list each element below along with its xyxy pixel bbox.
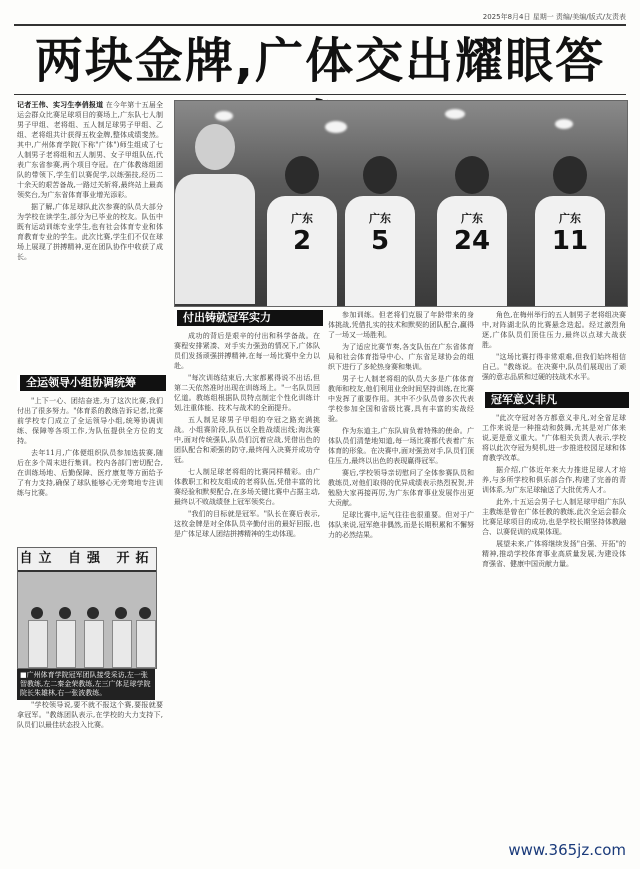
col1c-paragraph: "学校领导说,要不就不报这个赛,要报就要拿冠军。"教练团队表示,在学校的大力支持下,队员们以最佳状态投入比赛。	[17, 701, 163, 729]
arena-light	[445, 109, 465, 119]
col3-paragraph: 男子七人制老将组的队员大多是广体体育教师和校友,他们利用业余时间坚持训练,在比赛中发挥了重要作用。其中不少队员曾多次代表学校参加全国和省级比赛,具有丰富的实战经验。	[328, 375, 474, 423]
jersey-number: 2	[292, 226, 312, 256]
col2-paragraph: "我们的目标就是冠军。"队长在赛后表示,这枚金牌是对全体队员辛勤付出的最好回报,也是广体足球人团结拼搏精神的生动体现。	[174, 510, 320, 538]
col2-paragraph: 成功的背后是艰辛的付出和科学备战。在赛程安排紧凑、对手实力强劲的情况下,广体队员们发扬顽强拼搏精神,在每一场比赛中全力以赴。	[174, 332, 320, 370]
section-heading-effort: 付出铸就冠军实力	[174, 310, 323, 326]
col4b-paragraph: 据介绍,广体近年来大力推进足球人才培养,与多所学校和俱乐部合作,构建了完善的青训体系,为广东足球输送了大批优秀人才。	[482, 466, 626, 494]
person-figure	[28, 607, 46, 668]
column-3	[328, 310, 474, 855]
col1-paragraph: 在今年第十五届全运会群众比赛足球项目的赛场上,广东队七人制男子甲组、老将组、五人制足球男子甲组、乙组、老将组共计获得五枚金牌,整体成绩斐然。其中,广州体育学院(下称"广体")师生组成了七人制男子老将组和五人制男、女子甲组队伍,代表广东省参赛,两个项目夺冠。在广体教练组团队的带领下,学生们以赛促学,以练强技,经历二十余天的艰苦备战,一路过关斩将,最终站上最高领奖台,为广东省体育事业增光添彩。	[17, 101, 163, 199]
person-figure	[136, 607, 154, 668]
player-figure	[267, 156, 337, 306]
col3-paragraph: 参加训练。但老将们克服了年龄带来的身体挑战,凭借扎实的技术和默契的团队配合,赢得了一场又一场胜利。	[328, 311, 474, 339]
col3-paragraph: 为了适应比赛节奏,各支队伍在广东省体育局和社会体育指导中心、广东省足球协会的组织下进行了多轮热身赛和集训。	[328, 343, 474, 371]
team-celebration-photo	[174, 100, 628, 307]
headline-rule	[14, 94, 626, 95]
col2-paragraph: "每次训练结束后,大家都累得说不出话,但第二天依然准时出现在训练场上。"一名队员回忆道。教练组根据队员特点制定个性化训练计划,注重体能、技术与战术的全面提升。	[174, 374, 320, 412]
column-4b	[482, 413, 626, 843]
column-2	[174, 331, 320, 855]
column-1b	[17, 396, 163, 542]
masthead-bar	[14, 10, 626, 26]
col1b-paragraph: 去年11月,广体便组织队员参加选拔赛,随后在多个周末进行集训。校内各部门密切配合,在训练场地、后勤保障、医疗康复等方面给予了有力支持,确保了球队能够心无旁骛地专注训练与比赛。	[17, 449, 163, 497]
date-line: 2025年8月4日 星期一 责编/美编/版式/友责表	[482, 13, 626, 21]
col1b-paragraph: "上下一心、团结奋进,为了这次比赛,我们付出了很多努力。"体育系的教练告诉记者,比赛前学校专门成立了全运领导小组,统筹协调训练、保障等各项工作,为队伍提供全方位的支持。	[17, 397, 163, 445]
photo-caption: ■广州体育学院冠军团队接受采访,左一张智教练,左二秦金荣教练,左三广体足球学院院长朱雄林,右一张波教练。	[17, 669, 155, 700]
player-figure	[535, 156, 605, 306]
col3-paragraph: 足球比赛中,运气往往也很重要。但对于广体队来说,冠军绝非偶然,而是长期积累和不懈努力的必然结果。	[328, 511, 474, 539]
arena-light	[325, 121, 347, 133]
col4b-paragraph: 展望未来,广体将继续发扬"自强、开拓"的精神,推动学校体育事业高质量发展,为建设体育强省、健康中国贡献力量。	[482, 540, 626, 568]
col4-paragraph: 角色,在梅州举行的五人制男子老将组决赛中,对阵湖北队的比赛悬念迭起。经过激烈角逐,广体队员们顶住压力,最终以点球大战获胜。	[482, 311, 626, 349]
watermark-link[interactable]: www.365jz.com	[508, 841, 626, 859]
team-interview-photo	[17, 547, 157, 669]
byline: 记者王伟、实习生李俏报道	[17, 100, 104, 109]
jersey-team: 广东	[291, 212, 313, 225]
jersey-team: 广东	[461, 212, 483, 225]
arena-light	[555, 119, 573, 129]
col3-paragraph: 赛后,学校领导亲切慰问了全体参赛队员和教练员,对他们取得的优异成绩表示热烈祝贺,并勉励大家再接再厉,为广东体育事业发展作出更大贡献。	[328, 469, 474, 507]
col4b-paragraph: 此外,十五运会男子七人制足球甲组广东队主教练是曾在广体任教的教练,此次全运会群众比赛足球项目的成功,也是学校长期坚持体教融合、以赛促训的成果体现。	[482, 498, 626, 536]
person-figure	[112, 607, 130, 668]
section-heading-leadership: 全运领导小组协调统筹	[17, 375, 166, 391]
col2-paragraph: 七人制足球老将组的比赛同样精彩。由广体教职工和校友组成的老将队伍,凭借丰富的比赛经验和默契配合,在多场关键比赛中占据主动,最终以不败战绩登上冠军领奖台。	[174, 468, 320, 506]
column-1c	[17, 700, 163, 852]
person-figure	[84, 607, 102, 668]
jersey-number: 24	[453, 226, 491, 256]
jersey-number: 11	[551, 226, 589, 256]
person-figure	[56, 607, 74, 668]
player-figure	[345, 156, 415, 306]
jersey-number: 5	[370, 226, 390, 256]
jersey-team: 广东	[369, 212, 391, 225]
col1-paragraph: 据了解,广体足球队此次参赛的队员大部分为学校在读学生,部分为已毕业的校友。队伍中既有运动训练专业学生,也有社会体育专业和体育教育专业的学生。此次比赛,学生们不仅在球场上展现了拼搏精神,更在团队协作中收获了成长。	[17, 203, 163, 261]
col3-paragraph: 作为东道主,广东队肩负着特殊的使命。广体队员们清楚地知道,每一场比赛都代表着广东体育的形象。在决赛中,面对强劲对手,队员们顶住压力,最终以出色的表现赢得冠军。	[328, 427, 474, 465]
col2-paragraph: 五人制足球男子甲组的夺冠之路充满挑战。小组赛阶段,队伍以全胜战绩出线;淘汰赛中,面对传统强队,队员们沉着应战,凭借出色的团队配合和顽强的防守,最终闯入决赛并成功夺冠。	[174, 416, 320, 464]
jersey-team: 广东	[559, 212, 581, 225]
player-figure	[437, 156, 507, 306]
headline: 两块金牌,广体交出耀眼答	[34, 33, 606, 89]
column-1	[17, 100, 163, 362]
col4-paragraph: "这场比赛打得非常艰难,但我们始终相信自己。"教练说。在决赛中,队员们展现出了顽强的意志品质和过硬的技战术水平。	[482, 353, 626, 381]
coach-figure	[175, 116, 255, 306]
photo-banner: 自立 自强 开拓	[18, 548, 156, 572]
column-4	[482, 310, 626, 388]
section-heading-significance: 冠军意义非凡	[482, 392, 629, 408]
col4b-paragraph: "此次夺冠对各方都意义非凡,对全省足球工作来说是一种推动和鼓舞,尤其是对广体来说,更是意义重大。"广体相关负责人表示,学校将以此次夺冠为契机,进一步推进校园足球和体育教学改革。	[482, 414, 626, 462]
